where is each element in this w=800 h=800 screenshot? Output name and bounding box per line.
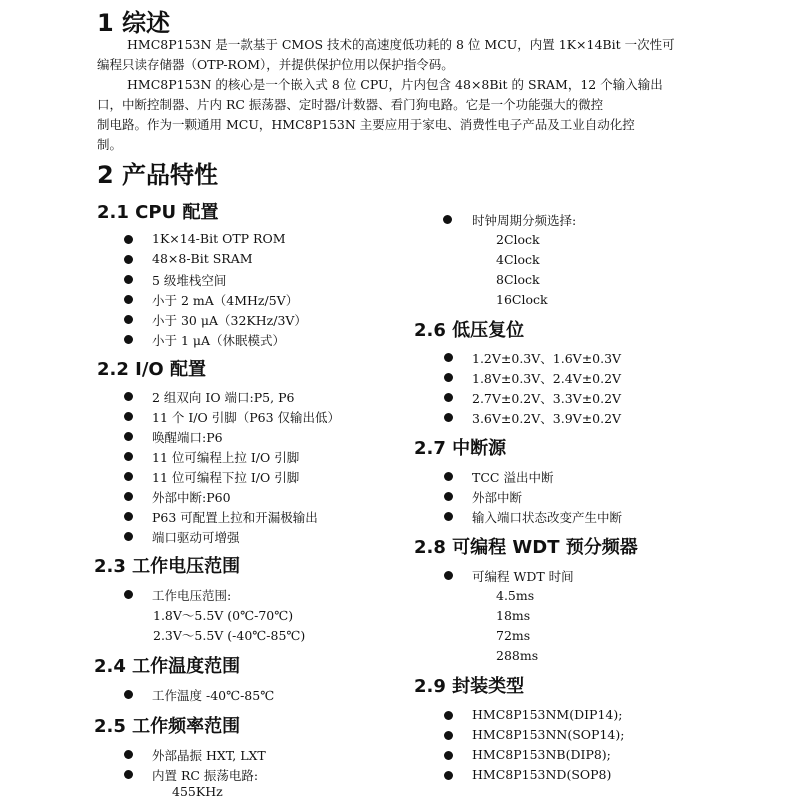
s28-sub-item: 72ms — [496, 628, 531, 643]
s25-sub-item: 455KHz — [172, 784, 223, 799]
s25-clock-sub: 4Clock — [496, 252, 540, 267]
bullet-icon — [444, 373, 453, 382]
s26-heading: 2.6 低压复位 — [414, 320, 525, 341]
s23-sub-item: 1.8V～5.5V (0℃-70℃) — [153, 608, 294, 623]
bullet-icon — [124, 750, 133, 759]
bullet-icon — [444, 353, 453, 362]
bullet-icon — [124, 412, 133, 421]
bullet-icon — [124, 492, 133, 501]
bullet-icon — [444, 751, 453, 760]
s21-item: 1K×14-Bit OTP ROM — [152, 231, 286, 246]
bullet-icon — [124, 432, 133, 441]
s22-item: 11 位可编程下拉 I/O 引脚 — [152, 470, 300, 485]
bullet-icon — [444, 711, 453, 720]
bullet-icon — [124, 295, 133, 304]
s23-heading: 2.3 工作电压范围 — [94, 556, 241, 577]
bullet-icon — [124, 275, 133, 284]
bullet-icon — [124, 392, 133, 401]
s22-item: 11 位可编程上拉 I/O 引脚 — [152, 450, 300, 465]
bullet-icon — [444, 771, 453, 780]
bullet-icon — [444, 512, 453, 521]
s24-item: 工作温度 -40℃-85℃ — [152, 688, 275, 703]
s21-item: 5 级堆栈空间 — [152, 273, 227, 288]
s28-sub-item: 18ms — [496, 608, 531, 623]
s22-item: 唤醒端口:P6 — [152, 430, 223, 445]
overview-para1-line2: 编程只读存储器（OTP-ROM），并提供保护位用以保护指令码。 — [97, 57, 454, 72]
bullet-icon — [124, 315, 133, 324]
bullet-icon — [124, 590, 133, 599]
s28-sub-item: 288ms — [496, 648, 539, 663]
overview-para2-line1: HMC8P153N 的核心是一个嵌入式 8 位 CPU，片内包含 48×8Bit 的 SRAM，12 个输入输出 — [127, 77, 663, 92]
s27-heading: 2.7 中断源 — [414, 438, 507, 459]
s25-item: 外部晶振 HXT, LXT — [152, 748, 266, 763]
bullet-icon — [444, 413, 453, 422]
bullet-icon — [443, 215, 452, 224]
bullet-icon — [444, 571, 453, 580]
s29-item: HMC8P153NB(DIP8); — [472, 747, 611, 762]
s28-heading: 2.8 可编程 WDT 预分频器 — [414, 537, 638, 558]
bullet-icon — [124, 452, 133, 461]
s27-item: 输入端口状态改变产生中断 — [472, 510, 623, 525]
bullet-icon — [444, 393, 453, 402]
s21-heading: 2.1 CPU 配置 — [97, 202, 219, 223]
s22-item: 2 组双向 IO 端口:P5, P6 — [152, 390, 295, 405]
bullet-icon — [124, 235, 133, 244]
bullet-icon — [124, 512, 133, 521]
s21-item: 小于 1 μA（休眠模式） — [152, 333, 286, 348]
s25-clock-sub: 2Clock — [496, 232, 540, 247]
s28-sub-item: 4.5ms — [496, 588, 535, 603]
s23-item: 工作电压范围: — [152, 588, 232, 603]
s25-item: 内置 RC 振荡电路: — [152, 768, 259, 783]
s22-item: 11 个 I/O 引脚（P63 仅输出低） — [152, 410, 341, 425]
section-2-heading: 2 产品特性 — [97, 161, 219, 189]
s22-item: 外部中断:P60 — [152, 490, 231, 505]
bullet-icon — [444, 472, 453, 481]
s29-heading: 2.9 封装类型 — [414, 676, 525, 697]
bullet-icon — [124, 770, 133, 779]
overview-para2-line3: 制电路。作为一颗通用 MCU，HMC8P153N 主要应用于家电、消费性电子产品及工业自动化控 — [97, 117, 635, 132]
s25-clock-sub: 16Clock — [496, 292, 548, 307]
s22-heading: 2.2 I/O 配置 — [97, 359, 206, 380]
bullet-icon — [124, 335, 133, 344]
s29-item: HMC8P153NN(SOP14); — [472, 727, 625, 742]
overview-para2-line4: 制。 — [97, 137, 123, 152]
s21-item: 小于 2 mA（4MHz/5V） — [152, 293, 299, 308]
s26-item: 3.6V±0.2V、3.9V±0.2V — [472, 411, 622, 426]
bullet-icon — [444, 731, 453, 740]
s25-clock-sub: 8Clock — [496, 272, 540, 287]
s22-item: 端口驱动可增强 — [152, 530, 240, 545]
section-1-heading: 1 综述 — [97, 9, 171, 37]
bullet-icon — [124, 532, 133, 541]
s27-item: TCC 溢出中断 — [472, 470, 554, 485]
s27-item: 外部中断 — [472, 490, 523, 505]
s24-heading: 2.4 工作温度范围 — [94, 656, 241, 677]
s26-item: 1.2V±0.3V、1.6V±0.3V — [472, 351, 622, 366]
bullet-icon — [124, 472, 133, 481]
s28-item: 可编程 WDT 时间 — [472, 569, 574, 584]
s25-heading: 2.5 工作频率范围 — [94, 716, 241, 737]
overview-para2-line2: 口，中断控制器、片内 RC 振荡器、定时器/计数器、看门狗电路。它是一个功能强大的微控 — [97, 97, 604, 112]
bullet-icon — [124, 690, 133, 699]
s29-item: HMC8P153NM(DIP14); — [472, 707, 623, 722]
s22-item: P63 可配置上拉和开漏极输出 — [152, 510, 318, 525]
s21-item: 小于 30 μA（32KHz/3V） — [152, 313, 307, 328]
s21-item: 48×8-Bit SRAM — [152, 251, 253, 266]
s26-item: 1.8V±0.3V、2.4V±0.2V — [472, 371, 622, 386]
bullet-icon — [444, 492, 453, 501]
s25-clock-item: 时钟周期分频选择: — [472, 213, 577, 228]
bullet-icon — [124, 255, 133, 264]
overview-para1-line1: HMC8P153N 是一款基于 CMOS 技术的高速度低功耗的 8 位 MCU，内置 1K×14Bit 一次性可 — [127, 37, 675, 52]
s29-item: HMC8P153ND(SOP8) — [472, 767, 612, 782]
s23-sub-item: 2.3V～5.5V (-40℃-85℃) — [153, 628, 306, 643]
s26-item: 2.7V±0.2V、3.3V±0.2V — [472, 391, 622, 406]
